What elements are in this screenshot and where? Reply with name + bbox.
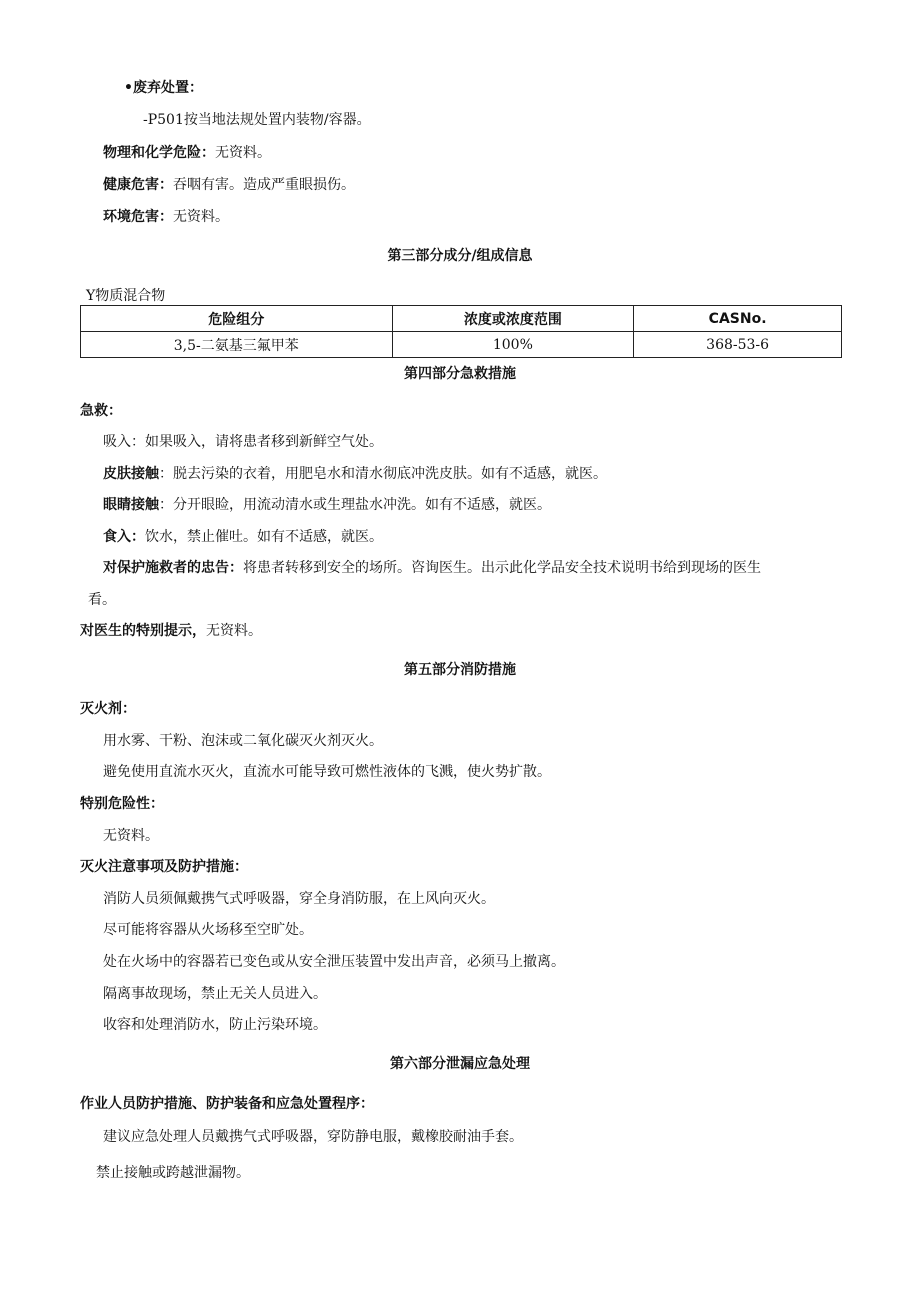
section6-title: 第六部分泄漏应急处理 — [390, 1056, 530, 1072]
firstaid-label: 急救： — [80, 403, 122, 419]
extinguishing-media-label: 灭火剂： — [80, 701, 136, 717]
responder-ppe-label: 作业人员防护措施、防护装备和应急处置程序： — [80, 1096, 374, 1112]
special-hazard-label: 特别危险性： — [80, 796, 164, 812]
env-hazard-label: 环境危害： — [103, 209, 173, 225]
cell-concentration: 100% — [392, 332, 634, 358]
p501-statement: -P501按当地法规处置内装物/容器。 — [143, 112, 371, 128]
skin-contact-text: ：脱去污染的衣着，用肥皂水和清水彻底冲洗皮肤。如有不适感，就医。 — [159, 466, 607, 482]
eye-contact-label: 眼睛接触 — [103, 497, 159, 513]
rescuer-advice-continued: 看。 — [88, 592, 116, 608]
inhalation-label: 吸入： — [103, 434, 145, 450]
rescuer-advice-label: 对保护施救者的忠告： — [103, 560, 243, 576]
health-hazard — [103, 175, 355, 195]
doctor-note-label: 对医生的特别提示， — [80, 623, 206, 639]
skin-contact-label: 皮肤接触 — [103, 466, 159, 482]
rescuer-advice-line — [103, 558, 761, 578]
ingestion-label: 食入： — [103, 529, 145, 545]
firefighting-precaution-5: 收容和处理消防水，防止污染环境。 — [103, 1017, 327, 1033]
responder-ppe-2: 禁止接触或跨越泄漏物。 — [96, 1165, 250, 1181]
special-hazard-text: 无资料。 — [103, 828, 159, 844]
cell-component: 3,5-二氨基三氟甲苯 — [81, 332, 393, 358]
skin-contact-line — [103, 464, 607, 484]
ingestion-line — [103, 527, 383, 547]
header-concentration: 浓度或浓度范围 — [392, 306, 634, 332]
inhalation-line — [103, 432, 383, 452]
doctor-note-line — [80, 621, 262, 641]
physchem-hazard-label: 物理和化学危险： — [103, 145, 215, 161]
extinguishing-media-1: 用水雾、干粉、泡沫或二氧化碳灭火剂灭火。 — [103, 733, 383, 749]
header-cas: CASNo. — [634, 306, 842, 332]
section3-title: 第三部分成分/组成信息 — [387, 248, 533, 264]
cell-cas: 368-53-6 — [634, 332, 842, 358]
rescuer-advice-text: 将患者转移到安全的场所。咨询医生。出示此化学品安全技术说明书给到现场的医生 — [243, 560, 761, 576]
env-hazard-value: 无资料。 — [173, 209, 229, 225]
firefighting-precaution-3: 处在火场中的容器若已变色或从安全泄压装置中发出声音，必须马上撤离。 — [103, 954, 565, 970]
table-row — [81, 332, 842, 358]
physchem-hazard-value: 无资料。 — [215, 145, 271, 161]
health-hazard-value: 吞咽有害。造成严重眼损伤。 — [173, 177, 355, 193]
composition-table — [80, 305, 842, 358]
firefighting-precaution-2: 尽可能将容器从火场移至空旷处。 — [103, 922, 313, 938]
env-hazard — [103, 207, 229, 227]
mixture-label: Y物质混合物 — [86, 288, 166, 304]
eye-contact-text: ：分开眼睑，用流动清水或生理盐水冲洗。如有不适感，就医。 — [159, 497, 551, 513]
header-component: 危险组分 — [81, 306, 393, 332]
doctor-note-text: 无资料。 — [206, 623, 262, 639]
health-hazard-label: 健康危害： — [103, 177, 173, 193]
table-header-row — [81, 306, 842, 332]
section5-title: 第五部分消防措施 — [404, 662, 516, 678]
inhalation-text: 如果吸入，请将患者移到新鲜空气处。 — [145, 434, 383, 450]
physchem-hazard — [103, 143, 271, 163]
disposal-heading: •废弃处置： — [124, 80, 203, 96]
eye-contact-line — [103, 495, 551, 515]
ingestion-text: 饮水，禁止催吐。如有不适感，就医。 — [145, 529, 383, 545]
firefighting-precaution-1: 消防人员须佩戴携气式呼吸器，穿全身消防服，在上风向灭火。 — [103, 891, 495, 907]
firefighting-precautions-label: 灭火注意事项及防护措施： — [80, 859, 248, 875]
firefighting-precaution-4: 隔离事故现场，禁止无关人员进入。 — [103, 986, 327, 1002]
extinguishing-media-2: 避免使用直流水灭火，直流水可能导致可燃性液体的飞溅，使火势扩散。 — [103, 764, 551, 780]
section4-title: 第四部分急救措施 — [404, 366, 516, 382]
responder-ppe-1: 建议应急处理人员戴携气式呼吸器，穿防静电服，戴橡胶耐油手套。 — [103, 1129, 523, 1145]
